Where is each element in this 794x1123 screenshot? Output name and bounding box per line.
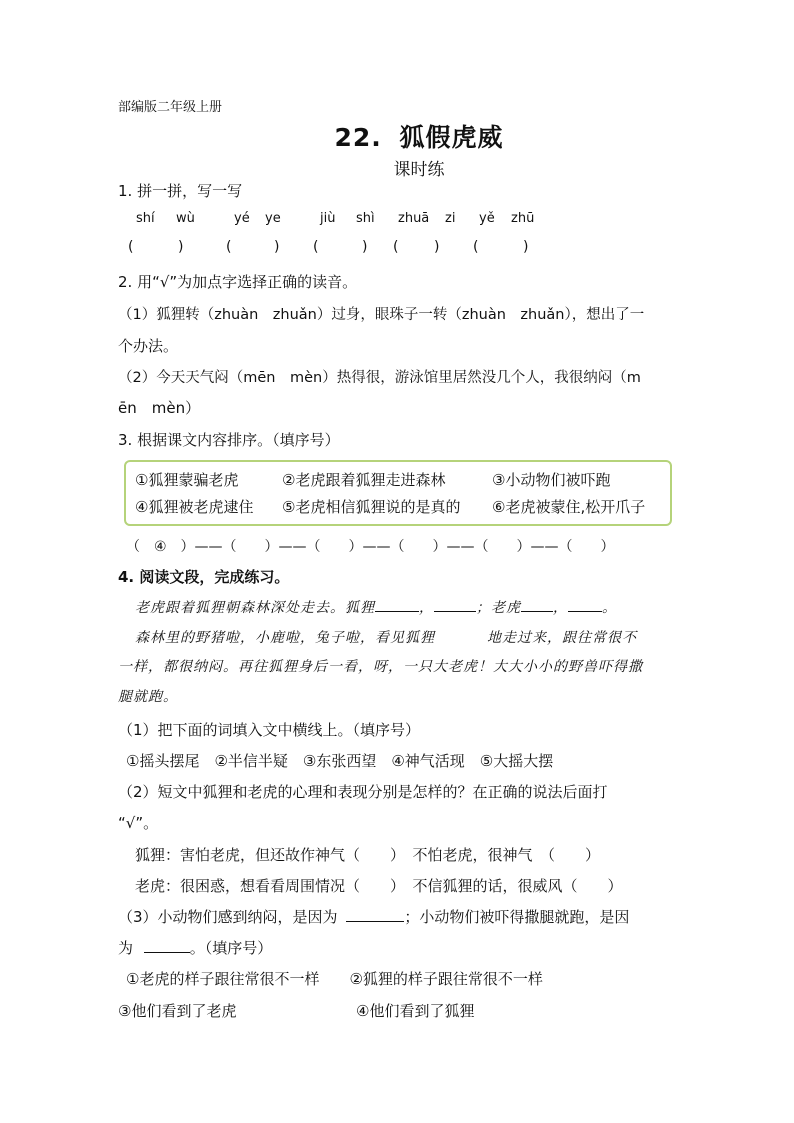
q2-item1-cont: 个办法。 [118, 337, 179, 355]
q4-sub3-line [118, 906, 629, 927]
fill-blank[interactable] [521, 597, 553, 612]
fill-blank[interactable] [434, 597, 476, 612]
pinyin: zhū [511, 211, 535, 226]
paren-close: ) [178, 239, 184, 255]
paren-close: ) [523, 239, 529, 255]
option-item: ⑥老虎被蒙住,松开爪子 [492, 498, 646, 516]
pinyin: shì [356, 211, 375, 226]
option-item: ⑤老虎相信狐狸说的是真的 [282, 498, 461, 516]
paren-close: ) [274, 239, 280, 255]
question-text: 为 [118, 939, 134, 957]
fill-blank[interactable] [346, 907, 404, 922]
q4-sub1-title: （1）把下面的词填入文中横线上。（填序号） [118, 721, 421, 739]
passage-line-4: 腿就跑。 [118, 689, 178, 705]
question-text: ；小动物们被吓得撒腿就跑，是因 [404, 908, 630, 926]
fill-blank[interactable] [568, 597, 602, 612]
option-item: ②老虎跟着狐狸走进森林 [282, 471, 446, 489]
q4-sub1-options: ①摇头摆尾 ②半信半疑 ③东张西望 ④神气活现 ⑤大摇大摆 [126, 752, 554, 770]
page-subtitle [0, 155, 794, 180]
option-item: ③小动物们被吓跑 [492, 471, 611, 489]
paren-open: ( [313, 239, 319, 255]
passage-text: 。 [602, 600, 617, 616]
q1-title: 1. 拼一拼，写一写 [118, 182, 243, 200]
q3-options-box [124, 460, 672, 526]
pinyin: jiù [320, 211, 336, 226]
passage-text: ；老虎 [476, 600, 521, 616]
pinyin: wù [176, 211, 195, 226]
q4-sub3-option-4: ④他们看到了狐狸 [356, 1002, 475, 1020]
q4-title: 4. 阅读文段，完成练习。 [118, 568, 290, 586]
q3-title: 3. 根据课文内容排序。（填序号） [118, 431, 340, 449]
pinyin: shí [136, 211, 155, 226]
page-title [0, 118, 794, 154]
header-label: 部编版二年级上册 [118, 100, 223, 115]
passage-text: ， [553, 600, 568, 616]
q2-item2-cont: ēn mèn） [118, 399, 201, 417]
fill-blank[interactable] [375, 597, 419, 612]
q4-sub3-option-3: ③他们看到了老虎 [118, 1002, 237, 1020]
q4-sub2-title: （2）短文中狐狸和老虎的心理和表现分别是怎样的？在正确的说法后面打 [118, 783, 608, 801]
paren-open: ( [473, 239, 479, 255]
pinyin: yé [234, 211, 250, 226]
paren-open: ( [226, 239, 232, 255]
passage-text: ， [419, 600, 434, 616]
q4-sub3-options-1: ①老虎的样子跟往常很不一样 ②狐狸的样子跟往常很不一样 [126, 970, 543, 988]
question-text: 。（填序号） [189, 939, 273, 957]
pinyin: yě [479, 211, 495, 226]
option-item: ④狐狸被老虎逮住 [135, 498, 254, 516]
paren-open: ( [393, 239, 399, 255]
subtitle-text: 课时练 [393, 160, 445, 180]
q2-title: 2. 用“√”为加点字选择正确的读音。 [118, 273, 358, 291]
title-number: 22. [334, 123, 382, 152]
question-text: （3）小动物们感到纳闷，是因为 [118, 908, 338, 926]
paren-open: ( [128, 239, 134, 255]
pinyin: zhuā [398, 211, 430, 226]
q4-sub2-title-cont: “√”。 [118, 814, 159, 832]
q2-item1: （1）狐狸转（zhuàn zhuǎn）过身，眼珠子一转（zhuàn zhuǎn），想出了一 [118, 307, 645, 323]
title-text: 狐假虎威 [399, 123, 504, 152]
paren-close: ) [362, 239, 368, 255]
passage-line-3: 一样，都很纳闷。再往狐狸身后一看，呀，一只大老虎！大大小小的野兽吓得撒 [118, 659, 643, 675]
passage-text: 地走过来，跟往常很不 [487, 630, 637, 646]
fox-options: 狐狸：害怕老虎，但还故作神气（ ） 不怕老虎，很神气 （ ） [135, 846, 601, 864]
q2-item2: （2）今天天气闷（mēn mèn）热得很，游泳馆里居然没几个人，我很纳闷（m [118, 370, 641, 386]
paren-close: ) [434, 239, 440, 255]
fill-blank[interactable] [144, 938, 190, 953]
q4-sub3-line-2 [118, 937, 272, 958]
option-item: ①狐狸蒙骗老虎 [135, 471, 239, 489]
passage-line-2 [135, 627, 637, 647]
passage-text: 森林里的野猪啦，小鹿啦，兔子啦，看见狐狸 [135, 630, 435, 646]
tiger-options: 老虎：很困惑，想看看周围情况（ ） 不信狐狸的话，很威风（ ） [135, 877, 623, 895]
passage-text: 老虎跟着狐狸朝森林深处走去。狐狸 [135, 600, 375, 616]
pinyin: ye [265, 211, 281, 226]
passage-line-1 [135, 597, 617, 617]
pinyin: zi [445, 211, 456, 226]
q3-sequence-answer: （ ④ ）——（ ）——（ ）——（ ）——（ ）——（ ） [126, 539, 615, 555]
